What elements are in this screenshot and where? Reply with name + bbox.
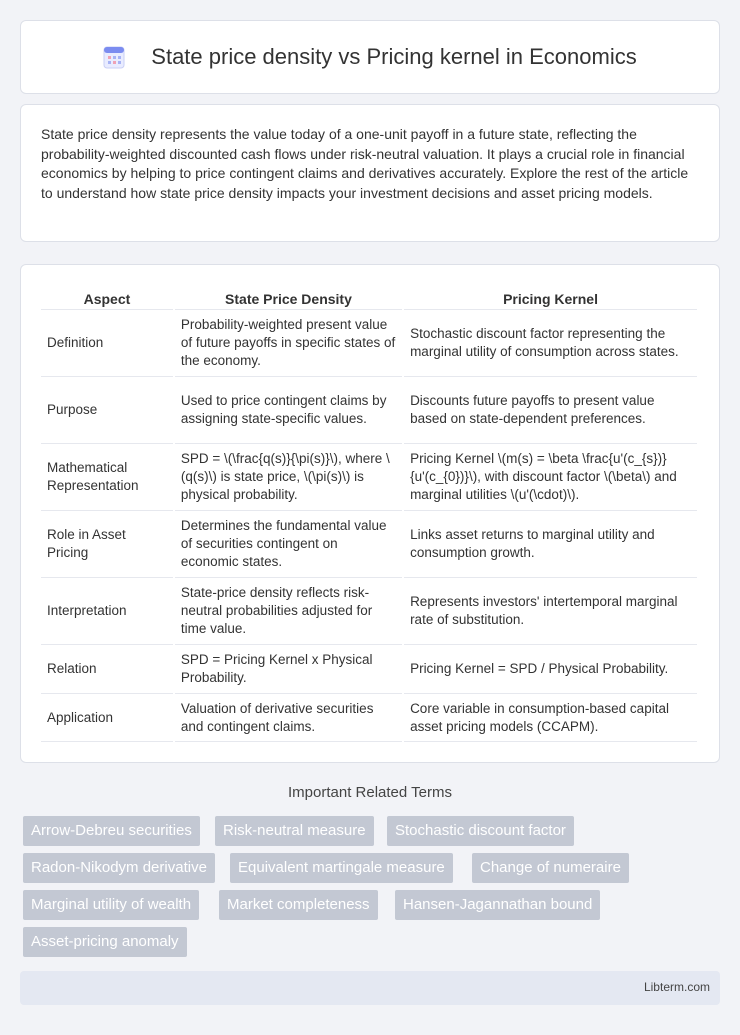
footer-site-link[interactable]: Libterm.com xyxy=(643,980,710,994)
cell-aspect: Definition xyxy=(41,309,173,376)
cell-kernel: Pricing Kernel = SPD / Physical Probability. xyxy=(404,644,697,693)
related-term-tag[interactable]: Risk-neutral measure xyxy=(215,816,374,846)
table-row xyxy=(41,510,697,577)
cell-aspect: Relation xyxy=(41,644,173,693)
related-term-tag[interactable]: Change of numeraire xyxy=(472,853,629,883)
header-card xyxy=(20,20,720,94)
comparison-table-card xyxy=(20,264,720,763)
table-row xyxy=(41,577,697,644)
cell-spd: SPD = Pricing Kernel x Physical Probability. xyxy=(175,644,402,693)
table-row xyxy=(41,644,697,693)
related-term-tag[interactable]: Asset-pricing anomaly xyxy=(23,927,187,957)
column-header-spd: State Price Density xyxy=(225,291,352,307)
cell-kernel: Links asset returns to marginal utility and consumption growth. xyxy=(404,510,697,577)
cell-spd: Used to price contingent claims by assigning state-specific values. xyxy=(175,376,402,443)
cell-kernel: Represents investors' intertemporal marginal rate of substitution. xyxy=(404,577,697,644)
related-term-tag[interactable]: Stochastic discount factor xyxy=(387,816,574,846)
related-term-tag[interactable]: Equivalent martingale measure xyxy=(230,853,453,883)
intro-text: State price density represents the value today of a one-unit payoff in a future state, reflecting the probability-weighted discounted cash flows under risk-neutral valuation. It plays a crucial role in financial economics by helping to price contingent claims and derivatives accurately. Explore the rest of the article to understand how state price density impacts your investment decisions and asset pricing models. xyxy=(41,126,689,201)
document-icon xyxy=(103,45,125,69)
cell-spd: Probability-weighted present value of future payoffs in specific states of the economy. xyxy=(175,309,402,376)
comparison-table xyxy=(39,285,699,742)
column-header-kernel: Pricing Kernel xyxy=(503,291,598,307)
cell-aspect: Role in Asset Pricing xyxy=(41,510,173,577)
footer xyxy=(20,971,720,1005)
table-row xyxy=(41,309,697,376)
page-title: State price density vs Pricing kernel in Economics xyxy=(151,44,637,69)
related-terms-title: Important Related Terms xyxy=(288,784,452,801)
column-header-aspect: Aspect xyxy=(83,291,131,307)
cell-kernel: Stochastic discount factor representing the marginal utility of consumption across states. xyxy=(404,309,697,376)
cell-aspect: Mathematical Representation xyxy=(41,443,173,510)
cell-kernel: Pricing Kernel \(m(s) = \beta \frac{u'(c_{s})}{u'(c_{0})}\), with discount factor \(\beta\) and marginal utilities \(u'(\cdot)\). xyxy=(404,443,697,510)
related-term-tag[interactable]: Hansen-Jagannathan bound xyxy=(395,890,600,920)
cell-aspect: Application xyxy=(41,693,173,742)
cell-aspect: Purpose xyxy=(41,376,173,443)
related-term-tag[interactable]: Radon-Nikodym derivative xyxy=(23,853,215,883)
cell-spd: State-price density reflects risk-neutral probabilities adjusted for time value. xyxy=(175,577,402,644)
cell-spd: Determines the fundamental value of securities contingent on economic states. xyxy=(175,510,402,577)
cell-spd: SPD = \(\frac{q(s)}{\pi(s)}\), where \(q(s)\) is state price, \(\pi(s)\) is physical probability. xyxy=(175,443,402,510)
cell-spd: Valuation of derivative securities and contingent claims. xyxy=(175,693,402,742)
table-row xyxy=(41,693,697,742)
related-term-tag[interactable]: Marginal utility of wealth xyxy=(23,890,199,920)
cell-kernel: Discounts future payoffs to present value based on state-dependent preferences. xyxy=(404,376,697,443)
table-row xyxy=(41,443,697,510)
table-row xyxy=(41,376,697,443)
cell-kernel: Core variable in consumption-based capital asset pricing models (CCAPM). xyxy=(404,693,697,742)
related-term-tag[interactable]: Market completeness xyxy=(219,890,378,920)
related-term-tag[interactable]: Arrow-Debreu securities xyxy=(23,816,200,846)
intro-card xyxy=(20,104,720,242)
cell-aspect: Interpretation xyxy=(41,577,173,644)
